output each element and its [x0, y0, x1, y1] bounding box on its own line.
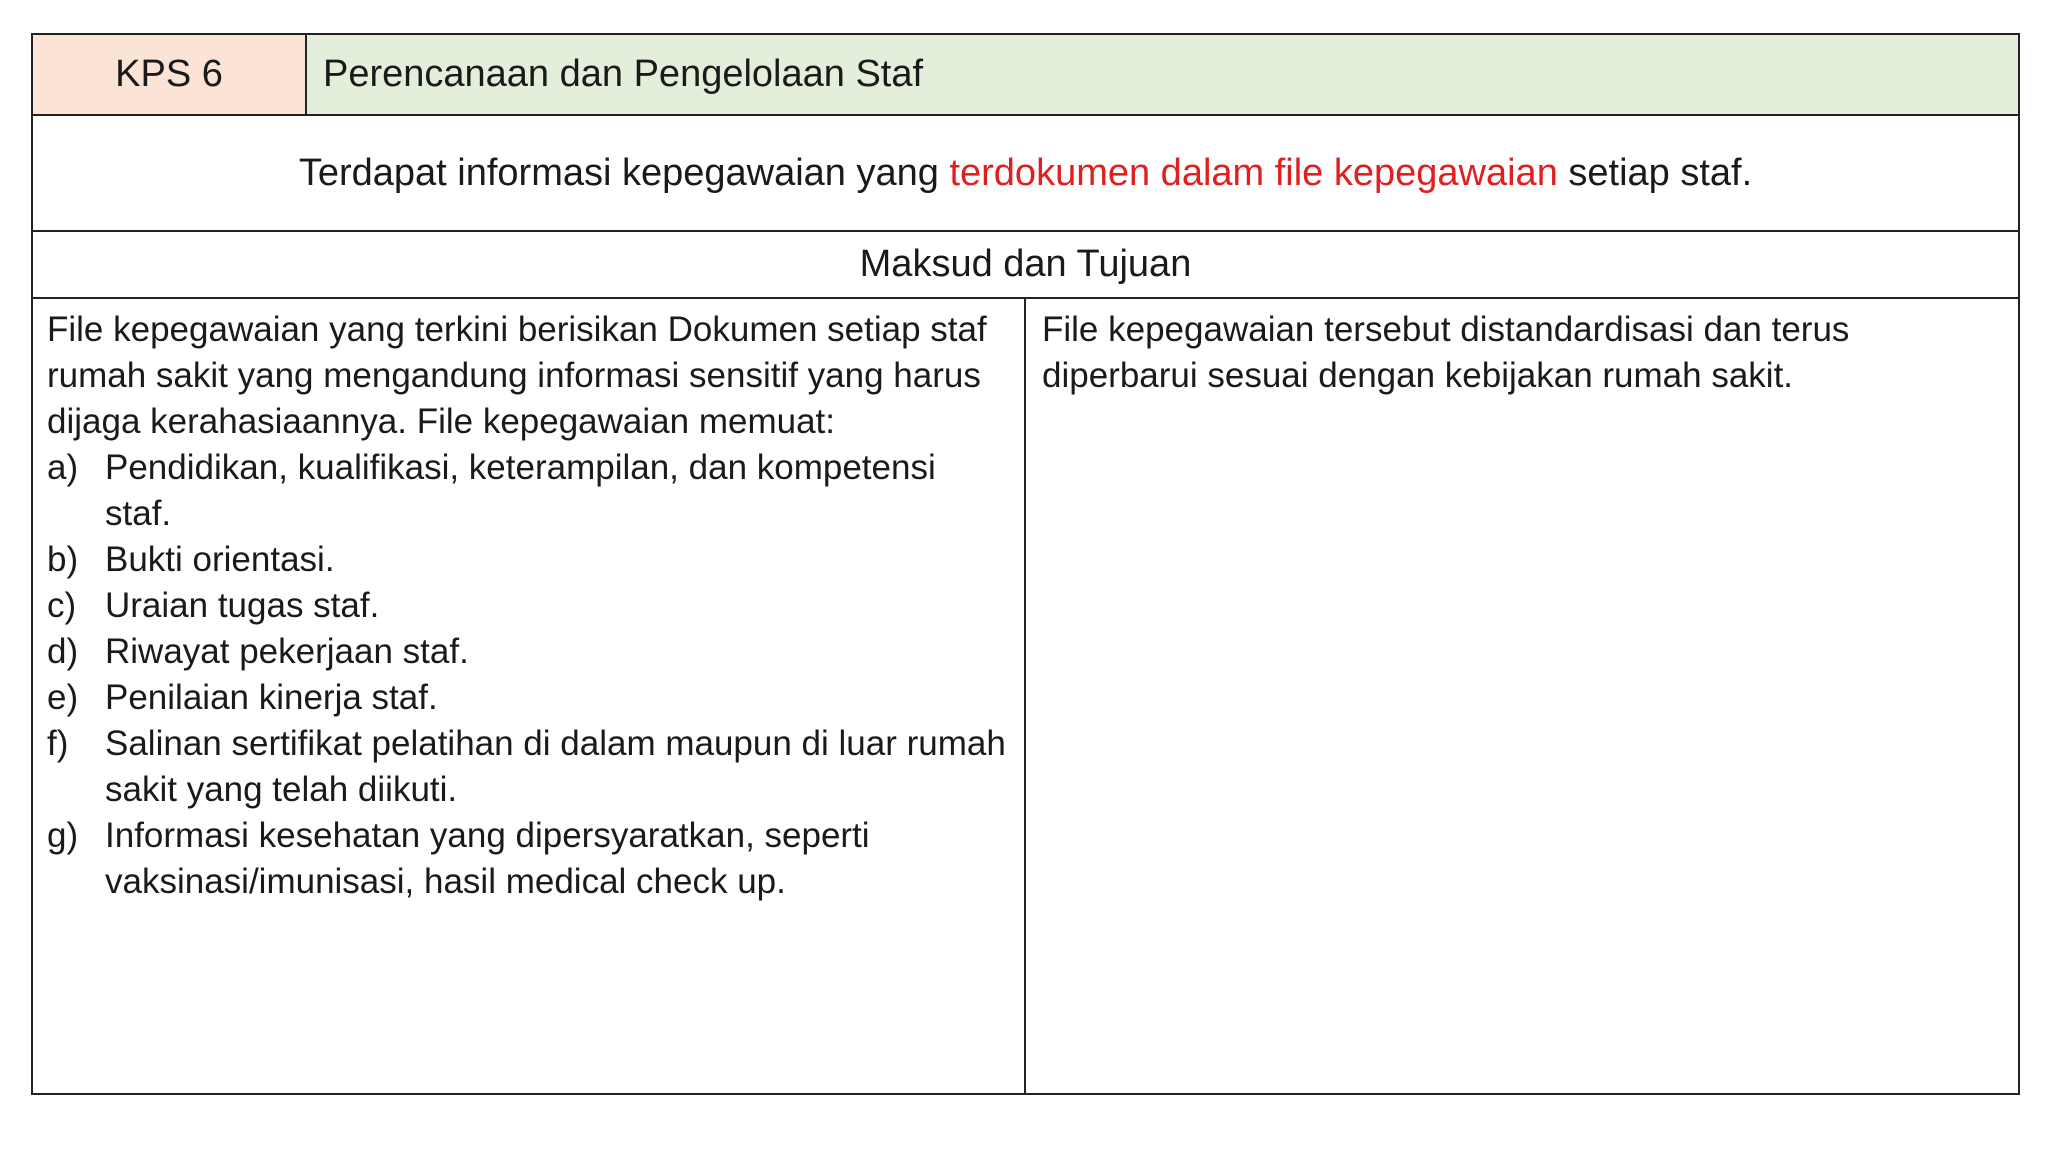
list-item-text: Bukti orientasi. [105, 540, 335, 579]
list-item [47, 537, 1010, 583]
list-item [47, 675, 1010, 721]
list-item [47, 813, 1010, 905]
left-column [33, 299, 1026, 1093]
list-item-text: Riwayat pekerjaan staf. [105, 632, 469, 671]
content-row [33, 299, 2018, 1093]
list-item-text: Salinan sertifikat pelatihan di dalam maupun di luar rumah sakit yang telah diikuti. [105, 724, 1006, 809]
list-item [47, 583, 1010, 629]
list-marker: e) [47, 678, 79, 717]
right-text: File kepegawaian tersebut distandardisasi dan terus diperbarui sesuai dengan kebijakan rumah sakit. [1042, 310, 1850, 395]
right-column [1026, 299, 2018, 1093]
list-marker: c) [47, 586, 77, 625]
standard-code: KPS 6 [33, 35, 307, 114]
document-list [47, 445, 1010, 905]
section-title: Maksud dan Tujuan [33, 232, 2018, 299]
list-item-text: Informasi kesehatan yang dipersyaratkan, seperti vaksinasi/imunisasi, hasil medical check up. [105, 816, 870, 901]
standard-table [31, 33, 2020, 1095]
header-row [33, 35, 2018, 116]
list-item-text: Pendidikan, kualifikasi, keterampilan, dan kompetensi staf. [105, 448, 936, 533]
list-item [47, 629, 1010, 675]
list-item-text: Penilaian kinerja staf. [105, 678, 438, 717]
statement-text-after: setiap staf. [1557, 151, 1753, 194]
list-item [47, 445, 1010, 537]
list-marker: f) [47, 724, 69, 763]
list-item-text: Uraian tugas staf. [105, 586, 380, 625]
statement-text-before: Terdapat informasi kepegawaian yang [298, 151, 950, 194]
list-marker: g) [47, 816, 79, 855]
list-marker: a) [47, 448, 79, 487]
standard-statement [33, 116, 2018, 232]
standard-title: Perencanaan dan Pengelolaan Staf [307, 35, 2018, 114]
list-item [47, 721, 1010, 813]
statement-highlight: terdokumen dalam file kepegawaian [949, 151, 1558, 194]
list-marker: b) [47, 540, 79, 579]
list-marker: d) [47, 632, 79, 671]
left-intro: File kepegawaian yang terkini berisikan Dokumen setiap staf rumah sakit yang mengandung informasi sensitif yang harus dijaga kerahasiaannya. File kepegawaian memuat: [47, 310, 987, 441]
